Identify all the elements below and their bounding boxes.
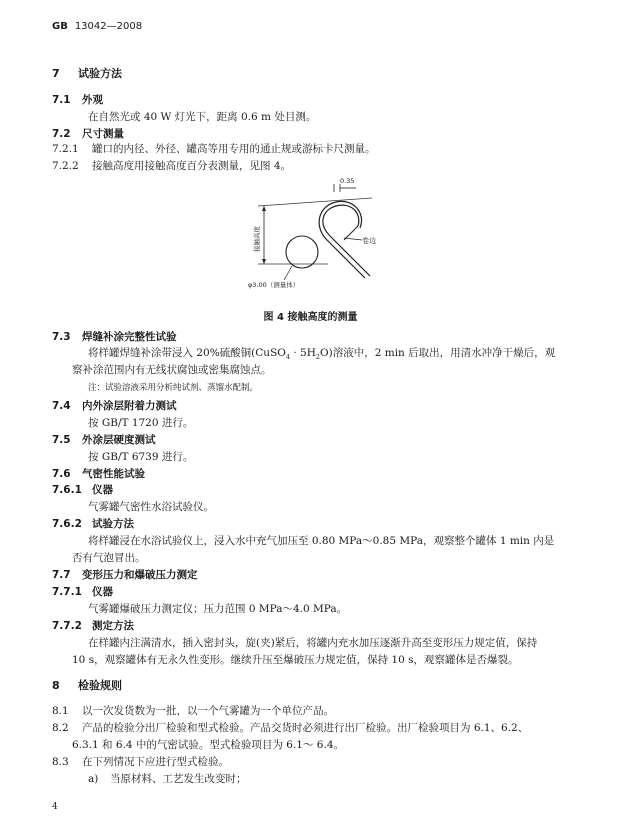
section-7-6-2-line1: 将样罐浸在水浴试验仪上，浸入水中充气加压至 0.80 MPa～0.85 MPa，观察整个罐体 1 min 内是 — [88, 535, 555, 547]
section-7-7-heading: 7.7 变形压力和爆破压力测定 — [52, 569, 198, 581]
section-7-4-heading: 7.4 内外涂层附着力测试 — [52, 400, 177, 412]
contact-height-figure — [230, 172, 400, 297]
section-7-7-2-line2: 10 s，观察罐体有无永久性变形。继续升压至爆破压力规定值，保持 10 s，观察罐体是否爆裂。 — [72, 654, 519, 666]
section-7-7-2-line1: 在样罐内注满清水，插入密封头，旋(夹)紧后，将罐内充水加压逐渐升高至变形压力规定值，保持 — [88, 637, 538, 649]
section-8-2-line1: 8.2 产品的检验分出厂检验和型式检验。产品交货时必须进行出厂检验。出厂检验项目为 6.1、6.2、 — [52, 722, 529, 734]
top-reference-line — [258, 198, 372, 206]
height-label: 接触高度 — [253, 226, 261, 252]
section-8-2-line2: 6.3.1 和 6.4 中的气密试验。型式检验项目为 6.1～ 6.4。 — [72, 739, 344, 751]
height-arrow-top — [262, 206, 266, 211]
section-7-2-2: 7.2.2 接触高度用接触高度百分表测量，见图 4。 — [52, 160, 292, 172]
dim-label: 0.35 — [340, 177, 355, 185]
section-8-heading: 8 检验规则 — [52, 679, 122, 692]
section-7-6-2-heading: 7.6.2 试验方法 — [52, 518, 134, 530]
standard-number: 13042—2008 — [74, 21, 143, 32]
section-7-7-1-heading: 7.7.1 仪器 — [52, 586, 113, 598]
section-7-1-text: 在自然光或 40 W 灯光下，距离 0.6 m 处目测。 — [88, 111, 317, 123]
section-7-6-2-line2: 否有气泡冒出。 — [72, 552, 146, 564]
section-7-5-text: 按 GB/T 6739 进行。 — [88, 451, 194, 463]
section-7-1-heading: 7.1 外观 — [52, 94, 103, 106]
phi-leader — [284, 266, 292, 280]
section-7-7-2-heading: 7.7.2 测定方法 — [52, 620, 134, 632]
section-7-3-line2: 察补涂范围内有无线状腐蚀或密集腐蚀点。 — [72, 364, 272, 376]
section-7-6-1-text: 气雾罐气密性水浴试验仪。 — [88, 501, 214, 513]
section-7-3-heading: 7.3 焊缝补涂完整性试验 — [52, 331, 177, 343]
section-7-5-heading: 7.5 外涂层硬度测试 — [52, 434, 156, 446]
measuring-ball — [286, 236, 318, 268]
roll-leader — [344, 238, 362, 240]
page-number: 4 — [52, 802, 58, 812]
section-8-3: 8.3 在下列情况下应进行型式检验。 — [52, 756, 229, 768]
section-7-3-note: 注：试验溶液采用分析纯试剂、蒸馏水配制。 — [88, 383, 259, 393]
section-8-1: 8.1 以一次发货数为一批，以一个气雾罐为一个单位产品。 — [52, 705, 334, 717]
section-7-3-line1: 将样罐焊缝补涂带浸入 20%硫酸铜(CuSO$_4$ · $5H_2O$)溶液中，2 min 后取出，用清水冲净干燥后，观 — [88, 347, 556, 362]
standard-code: GB — [52, 21, 68, 32]
section-7-6-heading: 7.6 气密性能试验 — [52, 468, 145, 480]
standard-header — [52, 20, 142, 34]
section-7-2-1: 7.2.1 罐口的内径、外径、罐高等用专用的通止规或游标卡尺测量。 — [52, 143, 376, 155]
section-7-heading: 7 试验方法 — [52, 67, 122, 80]
section-7-6-1-heading: 7.6.1 仪器 — [52, 484, 113, 496]
section-7-7-1-text: 气雾罐爆破压力测定仪；压力范围 0 MPa～4.0 MPa。 — [88, 603, 348, 615]
section-7-2-heading: 7.2 尺寸测量 — [52, 128, 124, 140]
roll-label: 卷边 — [362, 237, 376, 245]
section-7-4-text: 按 GB/T 1720 进行。 — [88, 417, 194, 429]
phi-label: φ3.00（测量体） — [248, 281, 300, 289]
section-8-3-item-a: a) 当原材料、工艺发生改变时； — [88, 773, 247, 785]
height-arrow-bottom — [262, 259, 266, 264]
figure-caption: 图 4 接触高度的测量 — [263, 312, 358, 323]
